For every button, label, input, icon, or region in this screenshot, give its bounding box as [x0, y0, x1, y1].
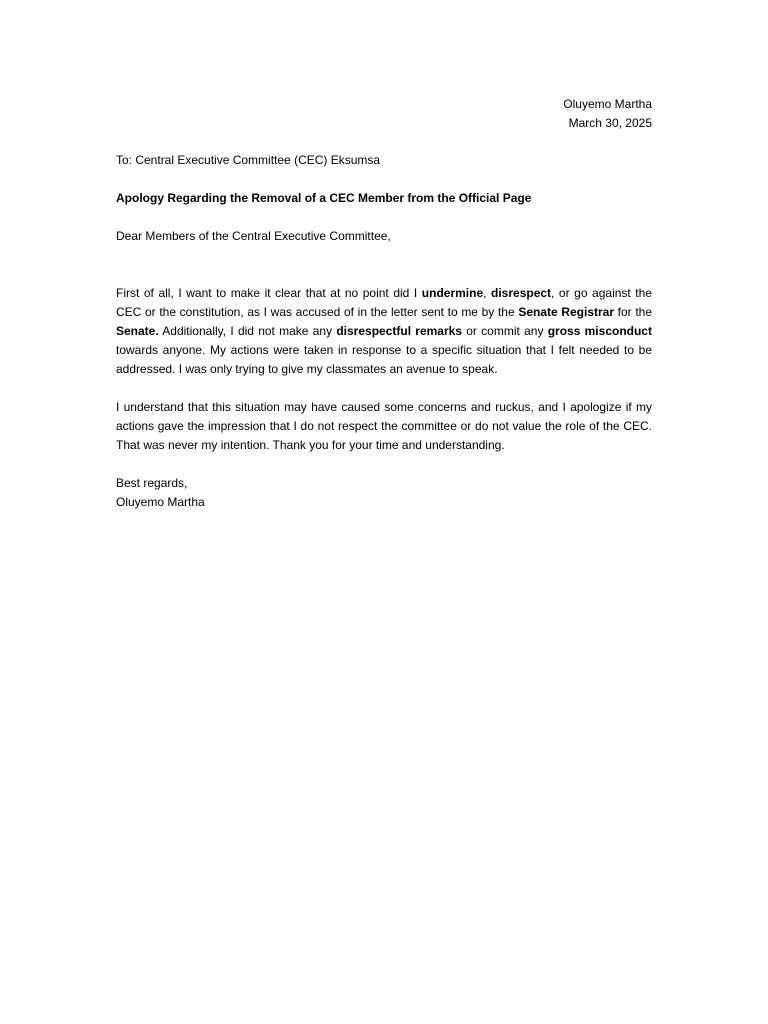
- emphasis-gross-misconduct: gross misconduct: [547, 324, 652, 338]
- paragraph-1-text: , or go against the CEC or the constitution, as I was accused of in the letter sent to me by the: [116, 286, 652, 319]
- paragraph-1-text: ,: [483, 286, 492, 300]
- paragraph-1-text: towards anyone. My actions were taken in response to a specific situation that I felt needed to be addressed. I was only trying to give my classmates an avenue to speak.: [116, 343, 652, 376]
- letter-body: [116, 95, 652, 512]
- sender-name: Oluyemo Martha: [563, 97, 652, 111]
- paragraph-2: I understand that this situation may have caused some concerns and ruckus, and I apologize if my actions gave the impression that I do not respect the committee or do not value the role of the CEC. That was never my intention. Thank you for your time and understanding.: [116, 400, 652, 452]
- paragraph-1-text: First of all, I want to make it clear that at no point did I: [116, 286, 422, 300]
- recipient-line: To: Central Executive Committee (CEC) Eksumsa: [116, 153, 381, 167]
- paragraph-1-text: for the: [614, 305, 653, 319]
- paragraph-1-text: Additionally, I did not make any: [158, 324, 337, 338]
- paragraph-1: [116, 284, 652, 379]
- emphasis-senate-registrar: Senate Registrar: [518, 305, 615, 319]
- sender-block: [116, 95, 652, 133]
- subject-line: Apology Regarding the Removal of a CEC Member from the Official Page: [116, 191, 532, 205]
- emphasis-senate: Senate.: [116, 324, 159, 338]
- emphasis-undermine: undermine: [421, 286, 484, 300]
- closing: Best regards,: [116, 476, 188, 490]
- signature-name: Oluyemo Martha: [116, 495, 205, 509]
- emphasis-disrespectful-remarks: disrespectful remarks: [336, 324, 462, 338]
- letter-date: March 30, 2025: [568, 116, 652, 130]
- emphasis-disrespect: disrespect: [491, 286, 552, 300]
- salutation: Dear Members of the Central Executive Committee,: [116, 229, 391, 243]
- paragraph-1-text: or commit any: [462, 324, 548, 338]
